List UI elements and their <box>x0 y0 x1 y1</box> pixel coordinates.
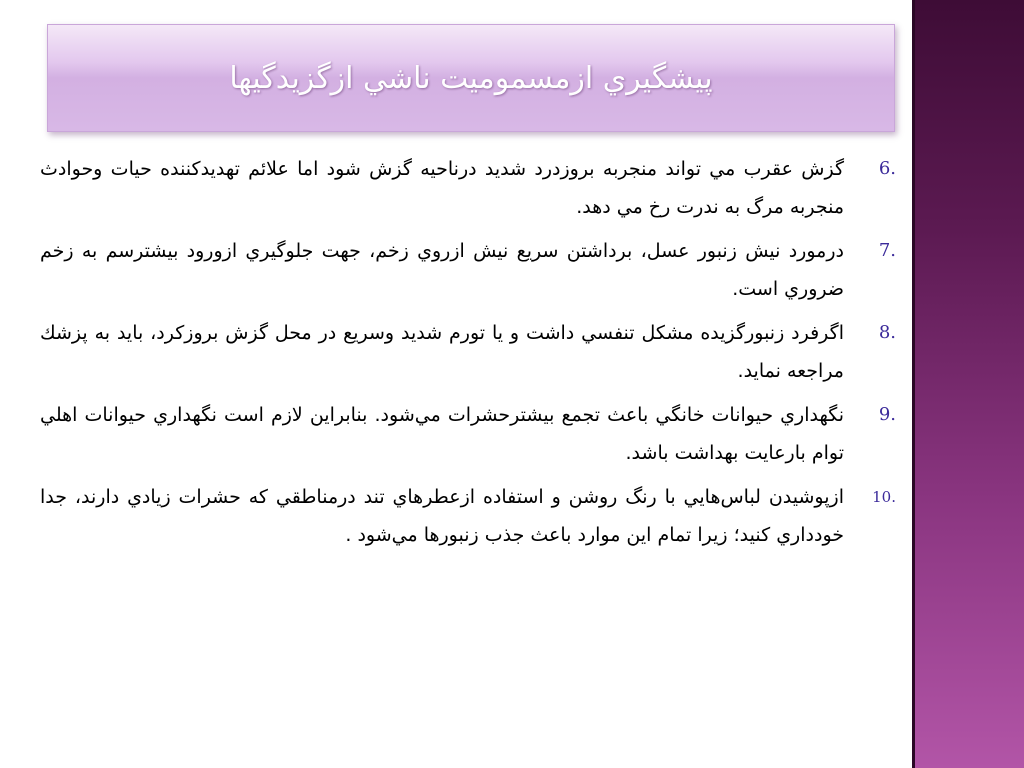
list-item <box>40 314 896 390</box>
item-text: گزش عقرب مي تواند منجربه بروزدرد شديد درناحيه گزش شود اما علائم تهديدكننده حيات وحوادث منجربه مرگ به ندرت رخ مي دهد. <box>40 158 844 218</box>
decorative-side-band <box>912 0 1024 768</box>
item-number: 7. <box>878 240 896 261</box>
list-item <box>40 150 896 226</box>
item-text: ازپوشيدن لباس‌هايي با رنگ روشن و استفاده ازعطرهاي تند درمناطقي كه حشرات زيادي دارند، جدا خودداري كنيد؛ زيرا تمام اين موارد باعث جذب زنبورها مي‌شود . <box>40 486 844 546</box>
title-banner <box>47 24 895 132</box>
list-item <box>40 396 896 472</box>
item-number: 10. <box>872 488 896 506</box>
item-text: اگرفرد زنبورگزيده مشكل تنفسي داشت و يا تورم شديد وسريع در محل گزش بروزكرد، بايد به پزشك مراجعه نمايد. <box>40 322 844 382</box>
prevention-list <box>40 150 896 750</box>
item-number: 8. <box>878 322 896 343</box>
list-item <box>40 232 896 308</box>
item-text: نگهداري حيوانات خانگي باعث تجمع بيشترحشرات مي‌شود. بنابراين لازم است نگهداري حيوانات اهلي توام بارعايت بهداشت باشد. <box>40 404 844 464</box>
list-item <box>40 478 896 554</box>
item-number: 9. <box>878 404 896 425</box>
item-text: درمورد نيش زنبور عسل، برداشتن سريع نيش ازروي زخم، جهت جلوگيري ازورود بيشترسم به زخم ضروري است. <box>40 240 844 300</box>
slide-title: پيشگيري ازمسموميت ناشي ازگزيدگيها <box>229 60 713 96</box>
item-number: 6. <box>878 158 896 179</box>
